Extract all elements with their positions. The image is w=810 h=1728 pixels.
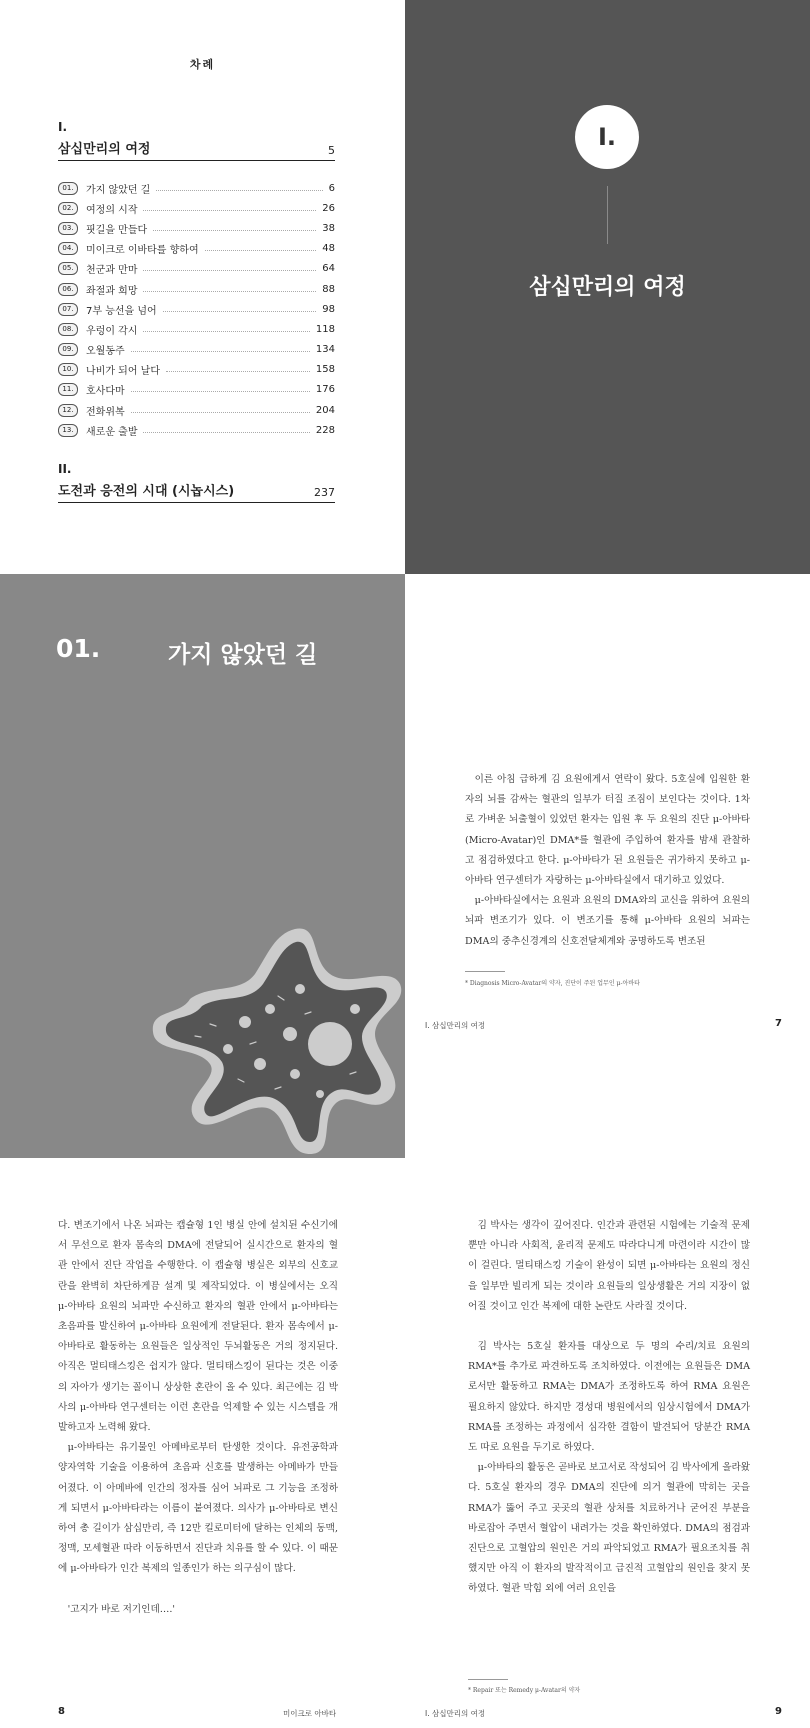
body-page-8 — [0, 1158, 405, 1728]
cover-divider — [607, 186, 608, 244]
toc-item-page: 64 — [322, 263, 335, 275]
toc-item[interactable] — [58, 360, 335, 380]
toc-item-page: 6 — [328, 182, 335, 194]
body-paragraph: μ-아바타실에서는 요원과 요원의 DMA와의 교신을 위하여 요원의 뇌파 변조기가 있다. 이 변조기를 통해 μ-아바타 요원의 뇌파는 DMA의 중추신경계의 신호전달체계와 공명하도록 변조된 — [465, 895, 750, 947]
page8-folio: 미이크로 아바타 — [283, 1709, 337, 1718]
toc-item-title: 가지 않았던 길 — [86, 184, 151, 196]
part-number-badge: I. — [575, 105, 639, 169]
toc-page — [0, 0, 405, 574]
toc-item-title: 오월동주 — [86, 346, 125, 358]
toc-item-number: 04. — [58, 242, 78, 255]
toc-leader-dots — [131, 412, 310, 413]
toc-leader-dots — [166, 371, 310, 372]
toc-item-page: 38 — [322, 222, 335, 234]
toc-item[interactable] — [58, 340, 335, 360]
toc-item[interactable] — [58, 400, 335, 420]
chapter-number: 01. — [56, 634, 101, 663]
body-paragraph: 김 박사는 생각이 깊어진다. 인간과 관련된 시험에는 기술적 문제뿐만 아니라 사회적, 윤리적 문제도 따라다니게 마련이라 시간이 많이 걸린다. 멀티태스킹 기술이 완성이 되면 μ-아바타는 요원의 정신을 일부만 빌리게 되는 것이라 요원들의 일상생활은 거의 지장이 없어질 것이고 인간 복제에 대한 논란도 사라질 것이다. — [468, 1220, 750, 1312]
body-paragraph: 김 박사는 5호실 환자를 대상으로 두 명의 수리/치료 요원의 RMA*를 추가로 파견하도록 조치하였다. 이전에는 요원들은 DMA로서만 활동하고 RMA는 DMA가 조정하도록 하여 RMA 요원은 필요하지 않았다. 하지만 경성대 병원에서의 임상시험에서 DMA가 RMA를 조정하는 과정에서 심각한 결함이 발견되어 당분간 RMA도 따로 요원을 두기로 하였다. — [468, 1341, 750, 1454]
page7-body — [465, 770, 750, 952]
toc-item-page: 134 — [315, 344, 335, 356]
toc-item[interactable] — [58, 319, 335, 339]
body-paragraph: μ-아바타는 유기물인 아메바로부터 탄생한 것이다. 유전공학과 양자역학 기술을 이용하여 초음파 신호를 발생하는 아메바가 만들어졌다. 이 아메바에 인간의 정자를 심어 뇌파로 그 기능을 조정하게 되면서 μ-아바타라는 이름이 붙여졌다. 의사가 μ-아바타로 변신하여 총 길이가 삼십만리, 즉 12만 킬로미터에 달하는 인체의 동맥, 정맥, 모세혈관 따라 이동하면서 진단과 치유를 할 수 있다. 이 때문에 μ-아바타가 인간 복제의 일종인가 하는 의구심이 많다. — [58, 1442, 338, 1575]
toc-leader-dots — [143, 270, 316, 271]
page8-body — [58, 1216, 338, 1620]
footnote-rule — [465, 971, 505, 972]
toc-item-title: 호사다마 — [86, 386, 125, 398]
toc-item[interactable] — [58, 380, 335, 400]
toc-item-title: 미이크로 이바타를 향하여 — [86, 245, 199, 257]
toc-leader-dots — [143, 210, 316, 211]
part1-title: 삼십만리의 여정 — [58, 142, 151, 157]
toc-item-title: 전화위복 — [86, 406, 125, 418]
toc-item-page: 158 — [315, 364, 335, 376]
toc-leader-dots — [143, 331, 309, 332]
toc-item-number: 11. — [58, 383, 78, 396]
toc-item-number: 08. — [58, 323, 78, 336]
page9-footnote: * Repair 또는 Remedy μ-Avatar의 약자 — [468, 1687, 581, 1694]
part2-page: 237 — [314, 486, 335, 499]
toc-item[interactable] — [58, 259, 335, 279]
toc-item-title: 우렁이 각시 — [86, 325, 138, 337]
toc-leader-dots — [143, 291, 316, 292]
toc-item-page: 204 — [315, 404, 335, 416]
body-paragraph: 다. 변조기에서 나온 뇌파는 캡슐형 1인 병실 안에 설치된 수신기에서 무선으로 환자 몸속의 DMA에 전달되어 실시간으로 환자의 혈관 안에서 진단 작업을 수행한다. 이 캡슐형 병실은 외부의 신호교란을 완벽히 차단하게끔 설계 및 제작되었다. 이 병실에서는 오직 μ-아바타 요원의 뇌파만 수신하고 환자의 혈관 안에서 μ-아바타는 초음파를 발신하여 μ-아바타 요원에게 전달된다. 환자 몸속에서 μ-아바타로 활동하는 요원들은 일상적인 두뇌활동은 거의 정지된다. 아직은 멀티태스킹은 쉽지가 않다. 멀티태스킹이 된다는 것은 이중의 자아가 생기는 꼴이니 상상한 혼란이 올 수 있다. 최근에는 김 박사의 μ-아바타 연구센터는 이런 혼란을 억제할 수 있는 시스템을 개발하고자 노력해 왔다. — [58, 1220, 338, 1434]
toc-item-title: 나비가 되어 날다 — [86, 366, 160, 378]
part1-page: 5 — [328, 144, 335, 157]
part2-number: II. — [58, 462, 72, 476]
toc-item-title: 7부 능선을 넘어 — [86, 305, 157, 317]
toc-item-number: 01. — [58, 182, 78, 195]
page7-folio: I. 삼십만리의 여정 — [425, 1021, 486, 1030]
toc-item-title: 여정의 시작 — [86, 204, 138, 216]
part-cover-page — [405, 0, 810, 574]
toc-leader-dots — [156, 190, 322, 191]
toc-leader-dots — [153, 230, 316, 231]
toc-leader-dots — [131, 391, 310, 392]
body-paragraph: 이른 아침 급하게 김 요원에게서 연락이 왔다. 5호실에 입원한 환자의 뇌를 감싸는 혈관의 일부가 터질 조짐이 보인다는 것이다. 1차로 가벼운 뇌출혈이 있었던 환자는 입원 후 두 요원의 진단 μ-아바타(Micro-Avatar)인 DMA*를 혈관에 주입하여 환자를 밤새 관찰하고 점검하였다고 한다. μ-아바타가 된 요원들은 귀가하지 못하고 μ-아바타 연구센터가 자랑하는 μ-아바타실에서 대기하고 있었다. — [465, 774, 750, 887]
page7-number: 7 — [775, 1018, 782, 1029]
toc-item-number: 03. — [58, 222, 78, 235]
part2-title: 도전과 응전의 시대 (시놉시스) — [58, 484, 235, 499]
toc-item-page: 228 — [315, 424, 335, 436]
toc-leader-dots — [163, 311, 317, 312]
toc-item-title: 핏길을 만들다 — [86, 224, 148, 236]
page9-folio: I. 삼십만리의 여정 — [425, 1709, 486, 1718]
toc-item-number: 02. — [58, 202, 78, 215]
toc-item[interactable] — [58, 420, 335, 440]
page9-body — [468, 1216, 750, 1600]
part1-row[interactable] — [58, 138, 335, 161]
toc-item-title: 좌절과 희망 — [86, 285, 138, 297]
toc-item-number: 05. — [58, 262, 78, 275]
toc-item[interactable] — [58, 279, 335, 299]
toc-leader-dots — [205, 250, 317, 251]
toc-list — [58, 178, 335, 440]
body-paragraph: μ-아바타의 활동은 곧바로 보고서로 작성되어 김 박사에게 올라왔다. 5호실 환자의 경우 DMA의 진단에 의거 혈관에 막히는 곳을 RMA가 뚫어 주고 곳곳의 혈관 상처를 치료하거나 굳어진 부분을 바로잡아 주면서 혈압이 내려가는 것을 확인하였다. DMA의 점검과 진단으로 고혈압의 원인은 거의 파악되었고 RMA가 필요조치를 취했지만 아직 이 환자의 발작적이고 급진적 고혈압의 원인을 찾지 못하였다. 혈관 막힘 외에 여러 요인을 — [468, 1462, 750, 1595]
toc-leader-dots — [131, 351, 310, 352]
toc-item-title: 새로운 출발 — [86, 426, 138, 438]
toc-leader-dots — [143, 432, 309, 433]
toc-item-number: 12. — [58, 404, 78, 417]
footnote-rule — [468, 1679, 508, 1680]
toc-item-number: 06. — [58, 283, 78, 296]
part-cover-title: 삼십만리의 여정 — [529, 275, 686, 300]
page8-number: 8 — [58, 1706, 65, 1717]
toc-item[interactable] — [58, 239, 335, 259]
toc-item[interactable] — [58, 198, 335, 218]
chapter-opener-page — [0, 574, 405, 1158]
toc-item-title: 천군과 만마 — [86, 265, 138, 277]
body-page-9 — [405, 1158, 810, 1728]
part1-number: I. — [58, 120, 68, 134]
toc-item-number: 09. — [58, 343, 78, 356]
part2-row[interactable] — [58, 480, 335, 503]
toc-item-number: 13. — [58, 424, 78, 437]
amoeba-illustration — [150, 904, 405, 1154]
toc-item-page: 118 — [315, 323, 335, 335]
toc-item-number: 07. — [58, 303, 78, 316]
toc-item-number: 10. — [58, 363, 78, 376]
toc-item-page: 176 — [315, 384, 335, 396]
toc-item-page: 48 — [322, 243, 335, 255]
toc-item[interactable] — [58, 218, 335, 238]
chapter-title: 가지 않았던 길 — [168, 642, 318, 668]
toc-item[interactable] — [58, 178, 335, 198]
toc-heading: 차례 — [189, 58, 216, 71]
page7-footnote: * Diagnosis Micro-Avatar의 약자, 진단이 주된 업무인 μ-아바타 — [465, 980, 640, 987]
toc-item-page: 88 — [322, 283, 335, 295]
page9-number: 9 — [775, 1706, 782, 1717]
body-paragraph: '고지가 바로 저기인데….' — [67, 1603, 176, 1615]
body-page-7 — [405, 574, 810, 1158]
toc-item-page: 26 — [322, 202, 335, 214]
toc-item-page: 98 — [322, 303, 335, 315]
toc-item[interactable] — [58, 299, 335, 319]
